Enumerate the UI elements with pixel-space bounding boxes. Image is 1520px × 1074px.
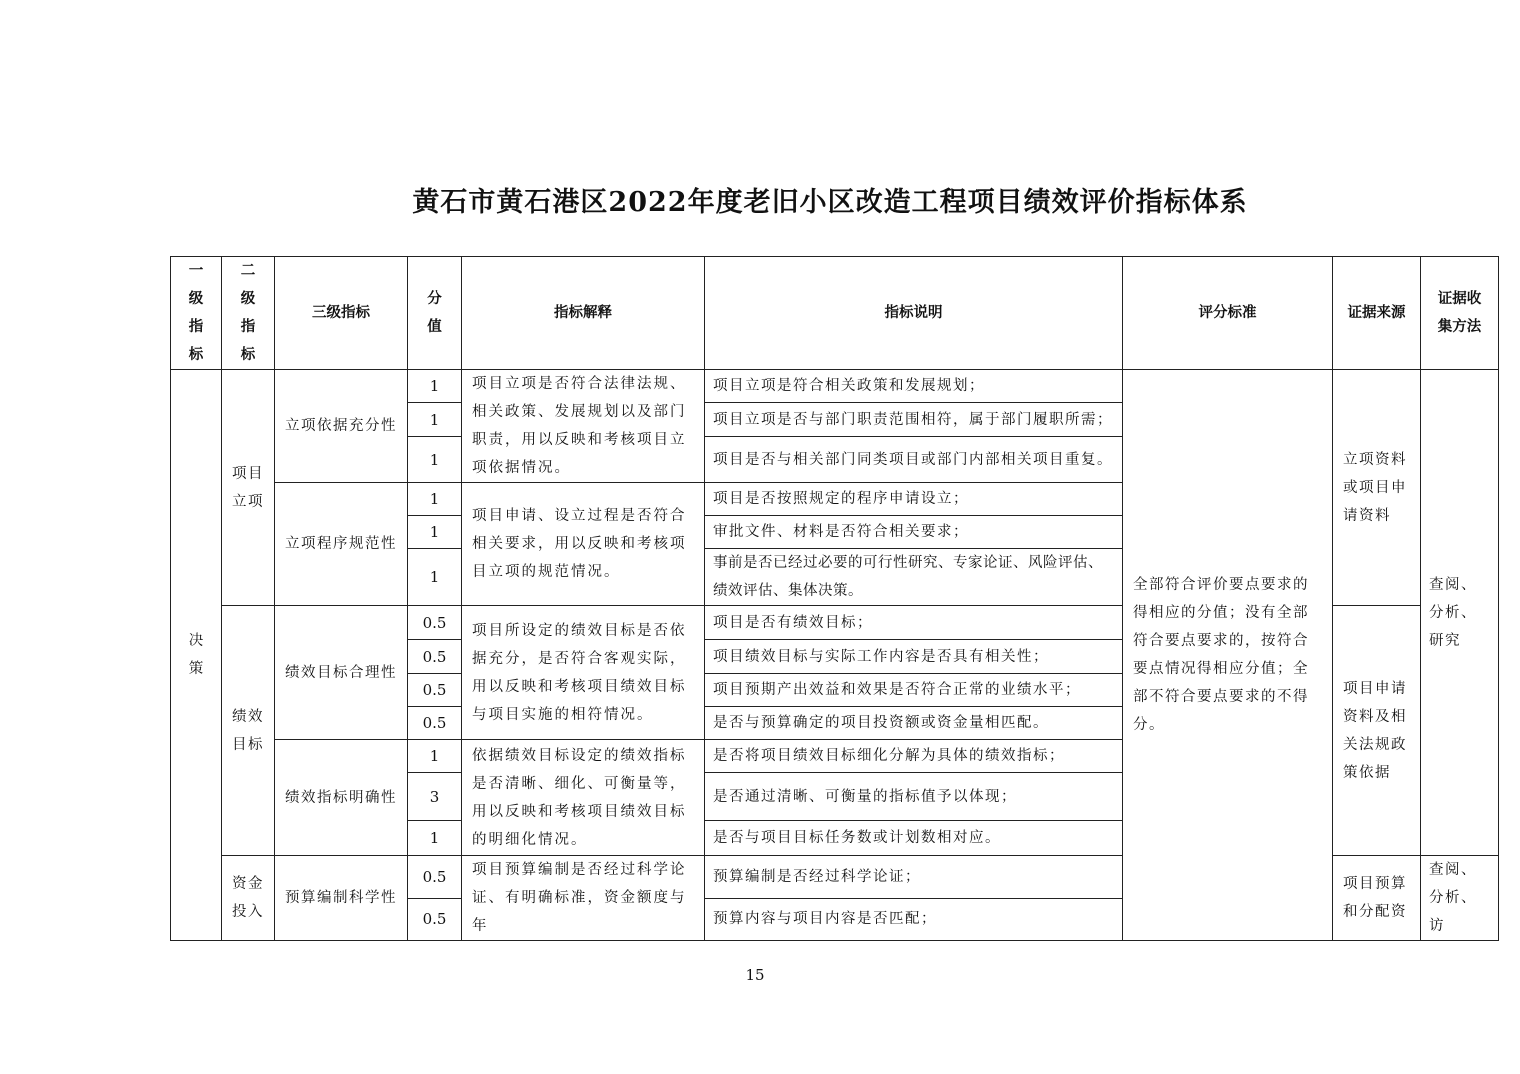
explanation-cell: 项目所设定的绩效目标是否依据充分，是否符合客观实际，用以反映和考核项目绩效目标与项目实施的相符情况。: [462, 606, 705, 740]
score-cell: 1: [408, 516, 462, 549]
description-cell: 预算编制是否经过科学论证；: [705, 856, 1123, 899]
evidence-cell: 项目申请资料及相关法规政策依据: [1333, 606, 1421, 856]
score-cell: 1: [408, 403, 462, 437]
description-cell: 项目立项是否与部门职责范围相符，属于部门履职所需；: [705, 403, 1123, 437]
header-explanation: 指标解释: [462, 257, 705, 370]
header-description: 指标说明: [705, 257, 1123, 370]
score-cell: 0.5: [408, 856, 462, 899]
description-cell: 是否通过清晰、可衡量的指标值予以体现；: [705, 773, 1123, 821]
indicator-table: [170, 256, 1499, 941]
description-cell: 是否与项目目标任务数或计划数相对应。: [705, 821, 1123, 856]
header-score: 分值: [408, 257, 462, 370]
document-title: 黄石市黄石港区2022年度老旧小区改造工程项目绩效评价指标体系: [412, 187, 1248, 218]
level2-cell: 项目立项: [222, 370, 275, 606]
level3-cell: 预算编制科学性: [275, 856, 408, 941]
description-cell: 项目是否按照规定的程序申请设立；: [705, 483, 1123, 516]
score-cell: 0.5: [408, 707, 462, 740]
header-criteria: 评分标准: [1123, 257, 1333, 370]
score-cell: 0.5: [408, 640, 462, 674]
header-level1: 一级指标: [171, 257, 222, 370]
level3-cell: 绩效指标明确性: [275, 740, 408, 856]
description-cell: 是否与预算确定的项目投资额或资金量相匹配。: [705, 707, 1123, 740]
explanation-cell: 依据绩效目标设定的绩效指标是否清晰、细化、可衡量等，用以反映和考核项目绩效目标的明细化情况。: [462, 740, 705, 856]
explanation-cell: 项目预算编制是否经过科学论证、有明确标准，资金额度与年: [462, 856, 705, 941]
score-cell: 0.5: [408, 898, 462, 941]
score-cell: 1: [408, 370, 462, 403]
score-cell: 1: [408, 437, 462, 483]
criteria-cell: 全部符合评价要点要求的得相应的分值；没有全部符合要点要求的，按符合要点情况得相应分值；全部不符合要点要求的不得分。: [1123, 370, 1333, 941]
description-cell: 项目是否与相关部门同类项目或部门内部相关项目重复。: [705, 437, 1123, 483]
score-cell: 3: [408, 773, 462, 821]
score-cell: 1: [408, 740, 462, 773]
level2-cell: 绩效目标: [222, 606, 275, 856]
score-cell: 0.5: [408, 674, 462, 707]
score-cell: 1: [408, 549, 462, 606]
evidence-cell: 立项资料或项目申请资料: [1333, 370, 1421, 606]
description-cell: 项目是否有绩效目标；: [705, 606, 1123, 640]
method-cell: 查阅、分析、研究: [1421, 370, 1499, 856]
score-cell: 1: [408, 483, 462, 516]
description-cell: 是否将项目绩效目标细化分解为具体的绩效指标；: [705, 740, 1123, 773]
header-level3: 三级指标: [275, 257, 408, 370]
header-evidence: 证据来源: [1333, 257, 1421, 370]
explanation-cell: 项目立项是否符合法律法规、相关政策、发展规划以及部门职责，用以反映和考核项目立项依据情况。: [462, 370, 705, 483]
level2-cell: 资金投入: [222, 856, 275, 941]
level1-cell: 决策: [171, 370, 222, 941]
page-number: 15: [745, 966, 765, 984]
level3-cell: 绩效目标合理性: [275, 606, 408, 740]
level3-cell: 立项依据充分性: [275, 370, 408, 483]
description-cell: 事前是否已经过必要的可行性研究、专家论证、风险评估、绩效评估、集体决策。: [705, 549, 1123, 606]
description-cell: 预算内容与项目内容是否匹配；: [705, 898, 1123, 941]
explanation-cell: 项目申请、设立过程是否符合相关要求，用以反映和考核项目立项的规范情况。: [462, 483, 705, 606]
method-cell: 查阅、分析、访: [1421, 856, 1499, 941]
table-row: [171, 370, 1499, 403]
description-cell: 项目绩效目标与实际工作内容是否具有相关性；: [705, 640, 1123, 674]
header-method: 证据收集方法: [1421, 257, 1499, 370]
score-cell: 1: [408, 821, 462, 856]
evidence-cell: 项目预算和分配资: [1333, 856, 1421, 941]
header-level2: 二级指标: [222, 257, 275, 370]
score-cell: 0.5: [408, 606, 462, 640]
description-cell: 项目立项是符合相关政策和发展规划；: [705, 370, 1123, 403]
level3-cell: 立项程序规范性: [275, 483, 408, 606]
description-cell: 项目预期产出效益和效果是否符合正常的业绩水平；: [705, 674, 1123, 707]
description-cell: 审批文件、材料是否符合相关要求；: [705, 516, 1123, 549]
table-header-row: [171, 257, 1499, 370]
